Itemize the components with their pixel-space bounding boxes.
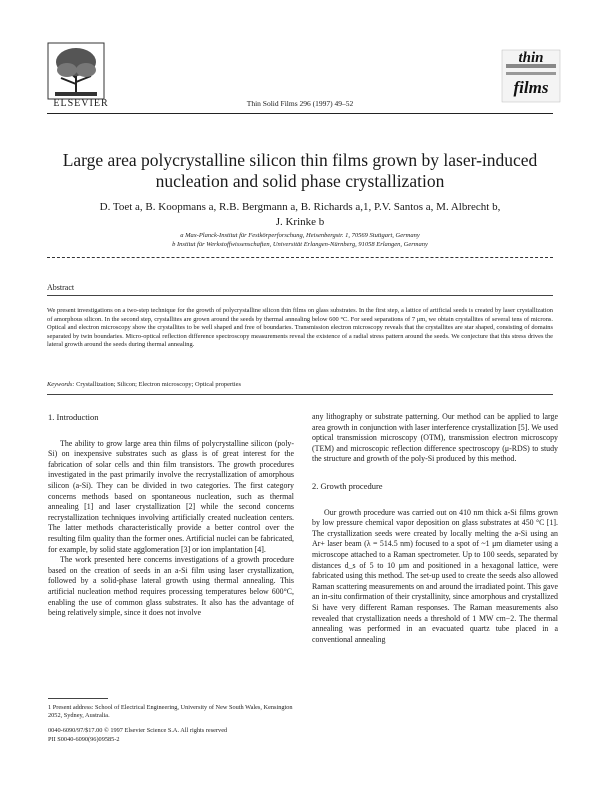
journal-citation: Thin Solid Films 296 (1997) 49–52	[246, 99, 354, 108]
copyright-line: 0040-6090/97/$17.00 © 1997 Elsevier Science S.A. All rights reserved	[48, 727, 228, 734]
intro-paragraph-3: any lithography or substrate patterning. Our method can be applied to large area growth in conjunction with laser interference crystallization [5]. We used optical transmission microscopy (OTM), transmission electron microscopy (TEM) and microscopic reflection difference spectroscopy (μ-RDS) to study the structure and growth of the poly-Si produced by this method.	[312, 412, 558, 464]
section-heading-growth: 2. Growth procedure	[312, 480, 383, 491]
intro-paragraph-2: The work presented here concerns investigations of a growth procedure based on the creation of seeds in an a-Si film using laser crystallization, followed by a solid-phase lateral growth using thermal annealing. This artificial nucleation method requires processing temperatures below 600°C, enabling the use of common glass substrates. It also has the advantage of being relatively simple, since it does not involve	[48, 555, 294, 618]
copyright-block	[48, 727, 308, 744]
right-column	[312, 412, 558, 645]
growth-paragraph-1: Our growth procedure was carried out on 410 nm thick a-Si films grown by low pressure chemical vapor deposition on glass substrates at 450 °C [1]. The crystallization seeds were created by locally melting the a-Si using an Ar+ laser beam (λ = 514.5 nm) focused to a spot of ~1 μm diameter using a microscope attached to a Raman spectrometer. Up to 100 seeds, separated by distances d_s of 5 to 10 μm and positioned in a hexagonal lattice, were fabricated using this method. The set-up used to create the seeds also allowed Raman scattering measurements on and around the irradiated point. This gave an in-situ confirmation of their crystallinity, since amorphous and crystallized Si have very different Raman responses. The Raman measurements also revealed that crystallization needs a threshold of 1 MW cm−2. The thermal annealing was performed in an evacuated quartz tube placed in a conventional annealing	[312, 507, 558, 644]
keywords-list: Crystallization; Silicon; Electron microscopy; Optical properties	[76, 381, 241, 388]
keywords-label: Keywords:	[47, 381, 75, 388]
keywords-rule	[47, 394, 553, 395]
abstract-rule	[47, 295, 553, 296]
pii-line: PII S0040-6090(96)09585-2	[48, 735, 120, 743]
footnote-rule	[48, 698, 108, 699]
abstract-text: We present investigations on a two-step technique for the growth of polycrystalline silicon thin films on glass substrates. In the first step, a lattice of artificial seeds is created by laser crystallization of amorphous silicon. In the second step, crystallites are grown around the seeds by thermal annealing below 600 °C. For seed separations of 7 μm, we obtain crystallites of several tens of microns. Optical and electron microscopy show the crystallites to be well shaped and free of boundaries. Transmission electron microscopy reveals that the crystallites are star shaped, consisting of domains separated by twin boundaries. Micro-optical reflection difference spectroscopy measurements reveal the existence of a radial stress pattern around the seeds. We conjecture that this stress drives the lateral growth around the seeds during thermal annealing.	[47, 307, 553, 349]
elsevier-tree-logo	[47, 42, 105, 100]
affiliations	[60, 231, 540, 249]
abstract-heading: Abstract	[47, 283, 75, 292]
thin-films-logo	[500, 48, 562, 104]
header-rule	[47, 113, 553, 114]
received-dates-rule	[47, 257, 553, 258]
publisher-name: ELSEVIER	[53, 98, 109, 109]
keywords	[47, 381, 553, 388]
affiliation-b: b Institut für Werkstoffwissenschaften, Universität Erlangen-Nürnberg, 91058 Erlangen, Germany	[172, 241, 428, 248]
affiliation-a: a Max-Planck-Institut für Festkörperforschung, Heisenbergstr. 1, 70569 Stuttgart, Germany	[180, 232, 420, 239]
author-list	[60, 200, 540, 230]
author-line-1: D. Toet a, B. Koopmans a, R.B. Bergmann a, B. Richards a,1, P.V. Santos a, M. Albrecht b,	[99, 201, 501, 213]
left-column	[48, 412, 294, 619]
intro-paragraph-1: The ability to grow large area thin films of polycrystalline silicon (poly-Si) on inexpensive substrates such as glass is of great interest for the fabrication of solar cells and thin film transistors. The growth procedures investigated in the past primarily involve the recrystallization of amorphous silicon (a-Si). They can be divided in two categories. The first category concerns methods based on spontaneous nucleation, such as thermal annealing [1] and laser crystallization [2] while the second concerns recrystallization techniques involving artificially created nucleation centers. The latter methods characteristically provide a better control over the resulting film quality than the former ones. Artificial nuclei can be fabricated, for example, by solid state agglomeration [3] or ion implantation [4].	[48, 438, 294, 554]
svg-text:films: films	[513, 78, 549, 97]
article-title: Large area polycrystalline silicon thin films grown by laser-induced nucleation and solid phase crystallization	[62, 150, 538, 191]
svg-text:thin: thin	[518, 50, 544, 66]
footnote: 1 Present address: School of Electrical Engineering, University of New South Wales, Kensington 2052, Sydney, Australia.	[48, 704, 293, 719]
section-heading-introduction: 1. Introduction	[48, 412, 99, 422]
author-line-2: J. Krinke b	[275, 216, 325, 228]
